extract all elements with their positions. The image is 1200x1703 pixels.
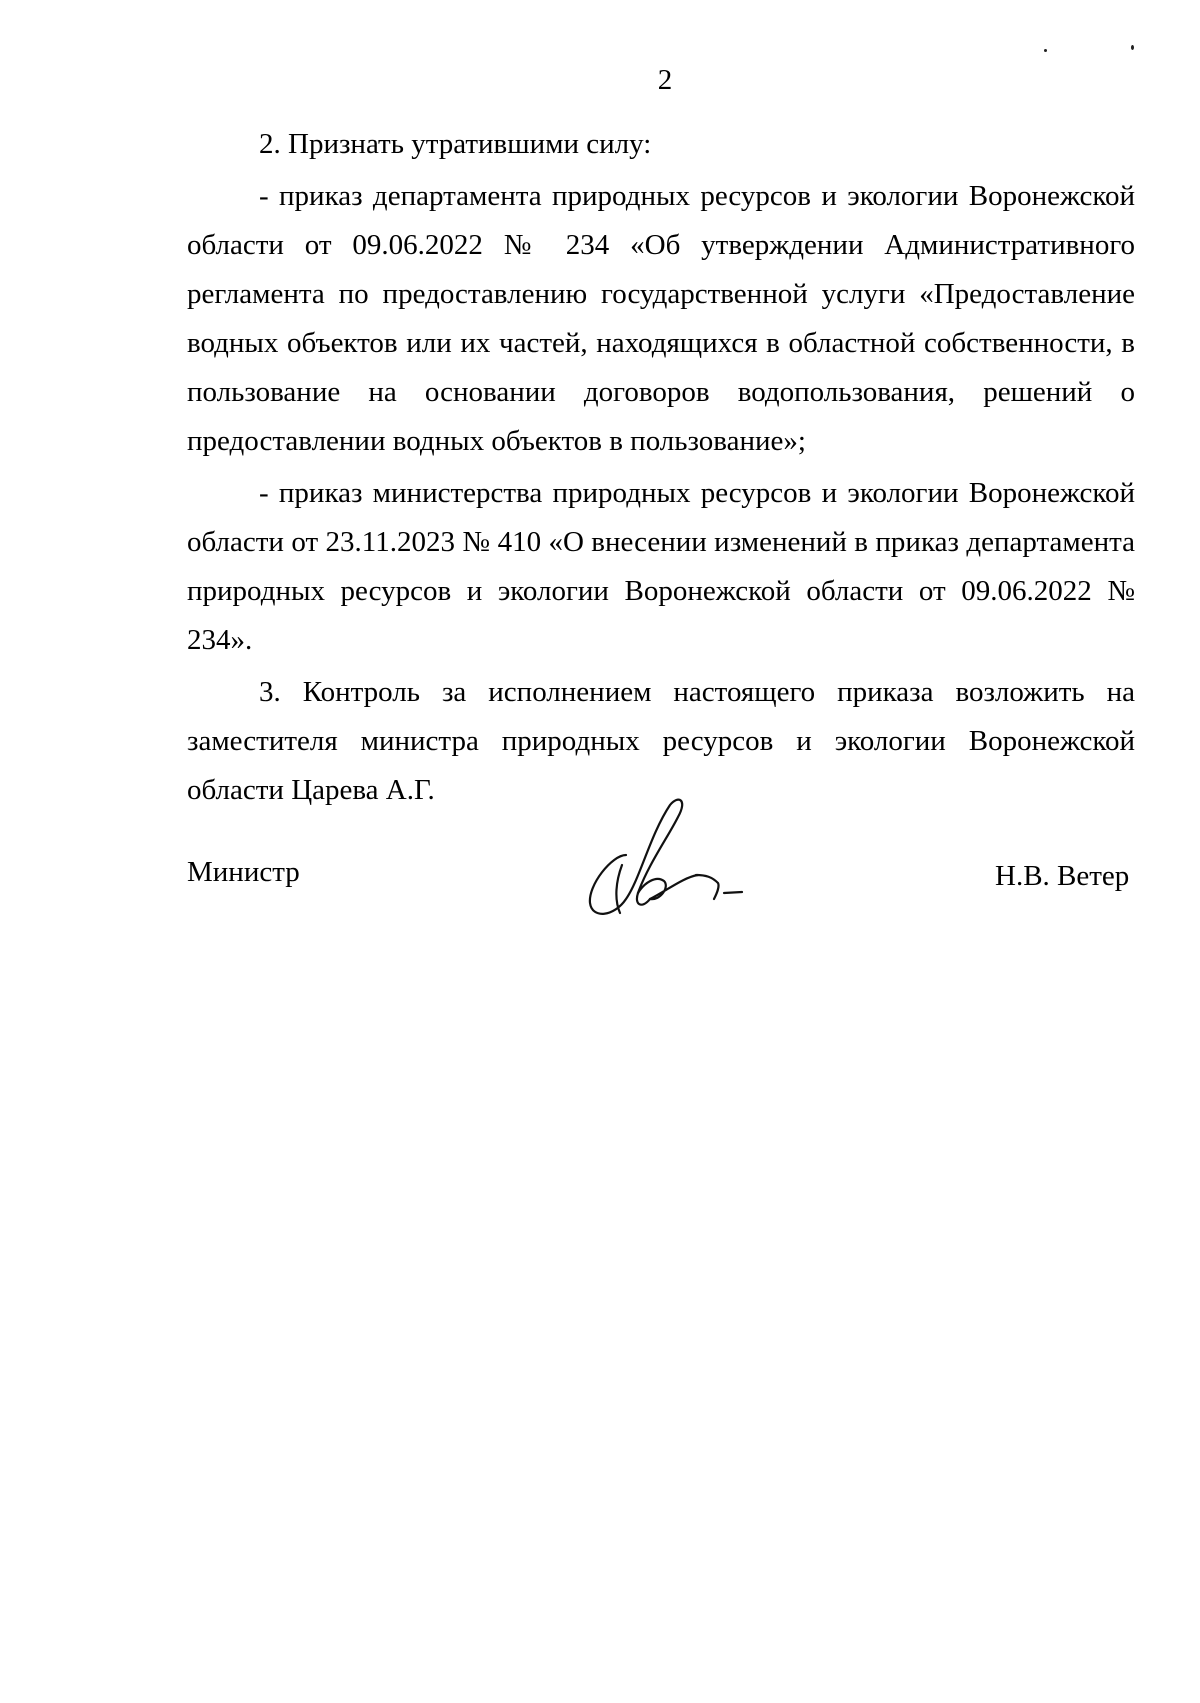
paragraph-repealed-order-410: - приказ министерства природных ресурсов и экологии Воронежской области от 23.11.2023 № 410 «О внесении изменений в приказ департамента природных ресурсов и экологии Воронежской области от 09.06.2022 № 234». [187, 477, 1135, 656]
signatory-name: Н.В. Ветер [995, 860, 1130, 892]
paragraph-item-3: 3. Контроль за исполнением настоящего приказа возложить на заместителя министра природных ресурсов и экологии Воронежской области Царева А.Г. [187, 676, 1135, 806]
signatory-title: Министр [187, 856, 300, 888]
handwritten-signature [584, 795, 754, 925]
scan-speck [1044, 49, 1047, 52]
paragraph-item-2: 2. Признать утратившими силу: [259, 128, 652, 160]
scan-speck [1131, 45, 1134, 50]
document-body [187, 120, 1135, 815]
paragraph-repealed-order-234: - приказ департамента природных ресурсов и экологии Воронежской области от 09.06.2022 № 234 «Об утверждении Административного регламента по предоставлению государственной услуги «Предоставление водных объектов или их частей, находящихся в областной собственности, в пользование на основании договоров водопользования, решений о предоставлении водных объектов в пользование»; [187, 180, 1135, 457]
page-number: 2 [657, 64, 673, 96]
